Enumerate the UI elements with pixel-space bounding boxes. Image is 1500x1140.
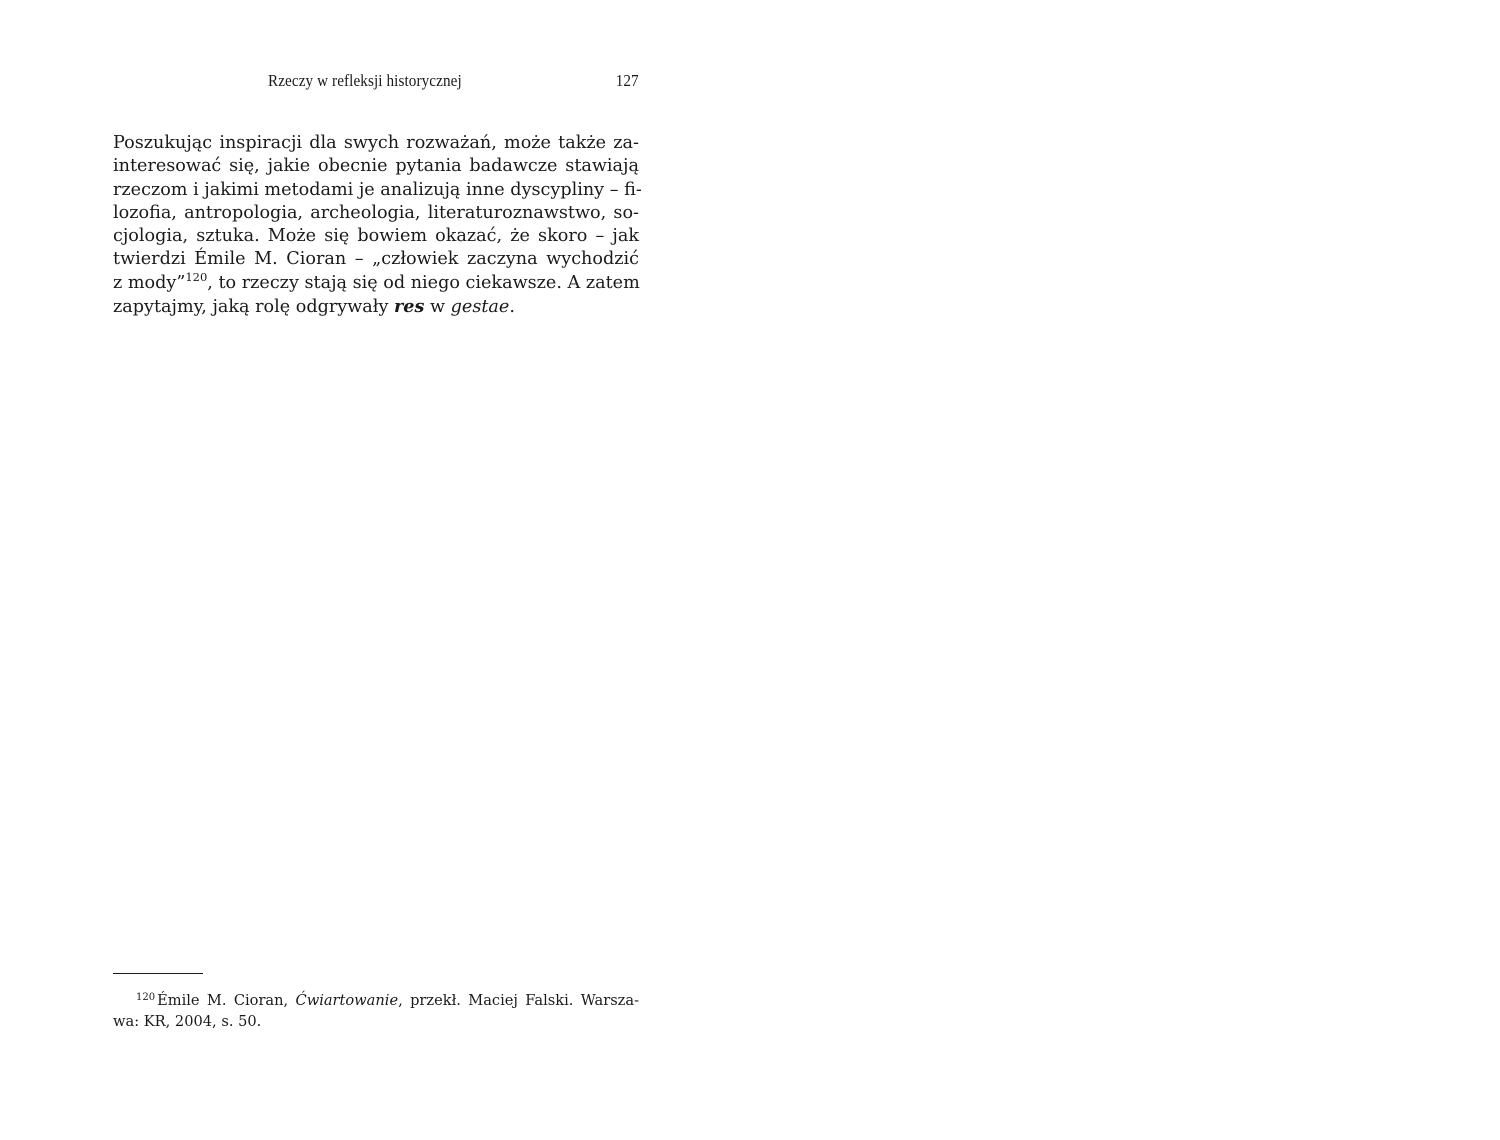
- line-text: zapytajmy, jaką rolę odgrywały: [113, 297, 395, 318]
- body-line: twierdzi Émile M. Cioran – „człowiek zaczyna wychodzić: [113, 249, 639, 270]
- line-text: z mody”: [113, 272, 186, 293]
- footnote-separator: [113, 973, 203, 974]
- footnote-title: Ćwiartowanie: [295, 992, 399, 1009]
- running-head: [268, 71, 639, 93]
- footnote-author: Émile M. Cioran,: [157, 992, 296, 1009]
- running-title: Rzeczy w refleksji historycznej: [268, 71, 462, 90]
- body-line: rzeczom i jakimi metodami je analizują inne dyscypliny – fi-: [113, 179, 642, 200]
- line-text: , to rzeczy stają się od niego ciekawsze. A zatem: [207, 272, 640, 293]
- line-text: .: [509, 297, 515, 318]
- footnote-number: 120: [136, 992, 156, 1003]
- body-line: lozofia, antropologia, archeologia, literaturoznawstwo, so-: [113, 202, 639, 223]
- emphasis-gestae: gestae: [450, 297, 510, 318]
- footnote-text: , przekł. Maciej Falski. Warsza-: [398, 992, 639, 1009]
- body-line: cjologia, sztuka. Może się bowiem okazać, że skoro – jak: [113, 226, 639, 247]
- body-paragraph: [113, 132, 642, 318]
- footnote-line: [113, 990, 639, 1011]
- body-line: Poszukując inspiracji dla swych rozważań, może także za-: [113, 133, 639, 153]
- body-line: [113, 295, 639, 318]
- line-text: w: [424, 297, 451, 318]
- footnote: [113, 990, 639, 1032]
- body-line: interesować się, jakie obecnie pytania badawcze stawiają: [113, 156, 639, 177]
- emphasis-res: res: [394, 296, 425, 318]
- body-line: [113, 269, 640, 295]
- footnote-reference: 120: [185, 269, 208, 284]
- page-number: 127: [615, 71, 639, 90]
- footnote-line: wa: KR, 2004, s. 50.: [113, 1013, 262, 1030]
